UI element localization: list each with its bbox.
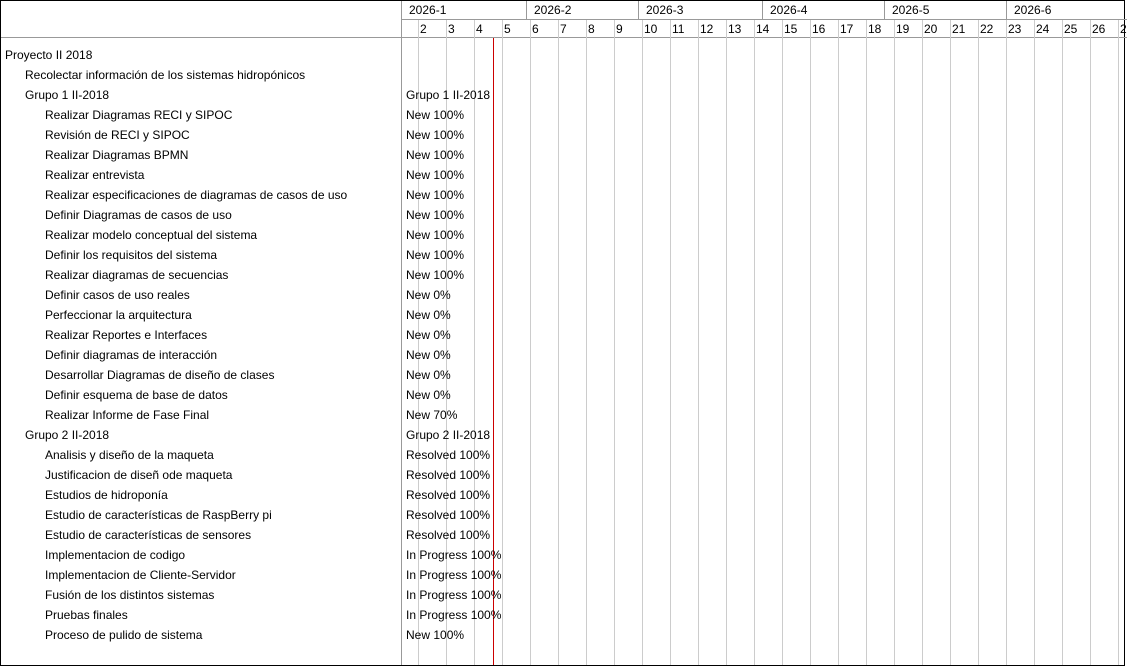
task-row bbox=[1, 545, 1126, 565]
task-row bbox=[1, 505, 1126, 525]
task-name[interactable]: Justificacion de diseñ ode maqueta bbox=[45, 468, 233, 482]
day-label: 6 bbox=[532, 22, 539, 36]
group-label: Grupo 2 II-2018 bbox=[406, 428, 491, 442]
day-label: 13 bbox=[728, 22, 742, 36]
task-name[interactable]: Definir casos de uso reales bbox=[45, 288, 190, 302]
task-row bbox=[1, 625, 1126, 645]
task-status-label: In Progress 100% bbox=[406, 548, 502, 562]
task-name[interactable]: Fusión de los distintos sistemas bbox=[45, 588, 215, 602]
task-name[interactable]: Revisión de RECI y SIPOC bbox=[45, 128, 190, 142]
task-row bbox=[1, 485, 1126, 505]
day-label: 5 bbox=[504, 22, 511, 36]
task-status-label: Resolved 100% bbox=[406, 528, 491, 542]
day-label: 20 bbox=[924, 22, 938, 36]
task-status-label: New 100% bbox=[406, 248, 465, 262]
task-name[interactable]: Realizar Informe de Fase Final bbox=[45, 408, 210, 422]
task-row bbox=[1, 345, 1126, 365]
task-row bbox=[1, 585, 1126, 605]
task-name[interactable]: Definir diagramas de interacción bbox=[45, 348, 218, 362]
task-status-label: New 100% bbox=[406, 148, 465, 162]
day-label: 16 bbox=[812, 22, 826, 36]
day-label: 7 bbox=[560, 22, 567, 36]
task-status-label: New 100% bbox=[406, 128, 465, 142]
task-row bbox=[1, 525, 1126, 545]
task-name[interactable]: Realizar Diagramas BPMN bbox=[45, 148, 189, 162]
task-name[interactable]: Estudio de características de sensores bbox=[45, 528, 252, 542]
month-label: 2026-5 bbox=[884, 1, 1006, 19]
task-status-label: New 100% bbox=[406, 228, 465, 242]
task-name[interactable]: Realizar entrevista bbox=[45, 168, 145, 182]
day-label: 24 bbox=[1036, 22, 1050, 36]
day-label: 11 bbox=[672, 22, 685, 36]
task-name[interactable]: Definir los requisitos del sistema bbox=[45, 248, 218, 262]
task-name[interactable]: Analisis y diseño de la maqueta bbox=[45, 448, 214, 462]
month-label: 2026-2 bbox=[526, 1, 638, 19]
task-name[interactable]: Desarrollar Diagramas de diseño de clases bbox=[45, 368, 275, 382]
task-row bbox=[1, 225, 1126, 245]
group-label: Grupo 1 II-2018 bbox=[406, 88, 491, 102]
day-label: 23 bbox=[1008, 22, 1022, 36]
day-label: 2 bbox=[1120, 22, 1127, 36]
task-row bbox=[1, 205, 1126, 225]
task-name[interactable]: Pruebas finales bbox=[45, 608, 128, 622]
task-status-label: Resolved 100% bbox=[406, 448, 491, 462]
month-label: 2026-3 bbox=[638, 1, 762, 19]
group-row bbox=[1, 425, 1126, 445]
day-header-row bbox=[402, 20, 1127, 38]
task-status-label: New 0% bbox=[406, 308, 451, 322]
task-row bbox=[1, 365, 1126, 385]
task-row bbox=[1, 385, 1126, 405]
task-name[interactable]: Realizar Diagramas RECI y SIPOC bbox=[45, 108, 233, 122]
task-name[interactable]: Estudios de hidroponía bbox=[45, 488, 168, 502]
day-label: 8 bbox=[588, 22, 595, 36]
task-row bbox=[1, 565, 1126, 585]
day-label: 2 bbox=[420, 22, 427, 36]
task-row bbox=[1, 185, 1126, 205]
task-name[interactable]: Implementacion de Cliente-Servidor bbox=[45, 568, 236, 582]
project-name[interactable]: Proyecto II 2018 bbox=[5, 48, 93, 62]
task-status-label: In Progress 100% bbox=[406, 568, 502, 582]
day-label: 19 bbox=[896, 22, 910, 36]
task-status-label: New 100% bbox=[406, 168, 465, 182]
task-status-label: New 100% bbox=[406, 108, 465, 122]
task-status-label: In Progress 100% bbox=[406, 608, 502, 622]
task-row bbox=[1, 605, 1126, 625]
task-row bbox=[1, 245, 1126, 265]
task-name[interactable]: Definir esquema de base de datos bbox=[45, 388, 228, 402]
day-label: 10 bbox=[644, 22, 658, 36]
task-row bbox=[1, 105, 1126, 125]
day-label: 12 bbox=[700, 22, 714, 36]
task-name[interactable]: Estudio de características de RaspBerry pi bbox=[45, 508, 272, 522]
task-status-label: New 0% bbox=[406, 388, 451, 402]
day-label: 21 bbox=[952, 22, 966, 36]
month-label: 2026-6 bbox=[1006, 1, 1127, 19]
task-status-label: New 0% bbox=[406, 348, 451, 362]
task-row bbox=[1, 165, 1126, 185]
task-row bbox=[1, 305, 1126, 325]
subjects-header bbox=[1, 1, 401, 38]
task-row bbox=[1, 145, 1126, 165]
day-label: 4 bbox=[476, 22, 483, 36]
task-row bbox=[1, 265, 1126, 285]
task-status-label: In Progress 100% bbox=[406, 588, 502, 602]
task-row bbox=[1, 405, 1126, 425]
task-status-label: Resolved 100% bbox=[406, 468, 491, 482]
task-row bbox=[1, 445, 1126, 465]
project-row bbox=[1, 45, 1126, 65]
task-status-label: New 100% bbox=[406, 268, 465, 282]
task-name[interactable]: Proceso de pulido de sistema bbox=[45, 628, 203, 642]
task-status-label: Resolved 100% bbox=[406, 488, 491, 502]
month-label: 2026-1 bbox=[409, 3, 447, 17]
task-name[interactable]: Realizar diagramas de secuencias bbox=[45, 268, 229, 282]
task-status-label: New 100% bbox=[406, 188, 465, 202]
group-name[interactable]: Recolectar información de los sistemas hidropónicos bbox=[25, 68, 306, 82]
month-label: 2026-4 bbox=[762, 1, 884, 19]
day-label: 17 bbox=[840, 22, 854, 36]
task-row bbox=[1, 465, 1126, 485]
day-label: 26 bbox=[1092, 22, 1106, 36]
task-status-label: New 0% bbox=[406, 368, 451, 382]
day-label: 15 bbox=[784, 22, 798, 36]
task-status-label: Resolved 100% bbox=[406, 508, 491, 522]
day-label: 9 bbox=[616, 22, 623, 36]
day-label: 18 bbox=[868, 22, 882, 36]
task-name[interactable]: Realizar Reportes e Interfaces bbox=[45, 328, 208, 342]
task-name[interactable]: Implementacion de codigo bbox=[45, 548, 186, 562]
month-header-row bbox=[402, 1, 1127, 20]
task-name[interactable]: Perfeccionar la arquitectura bbox=[45, 308, 192, 322]
task-name[interactable]: Definir Diagramas de casos de uso bbox=[45, 208, 232, 222]
task-name[interactable]: Realizar especificaciones de diagramas de casos de uso bbox=[45, 188, 348, 202]
task-name[interactable]: Realizar modelo conceptual del sistema bbox=[45, 228, 258, 242]
day-label: 3 bbox=[448, 22, 455, 36]
task-row bbox=[1, 125, 1126, 145]
task-status-label: New 0% bbox=[406, 288, 451, 302]
group-name[interactable]: Grupo 2 II-2018 bbox=[25, 428, 110, 442]
task-status-label: New 70% bbox=[406, 408, 458, 422]
task-row bbox=[1, 285, 1126, 305]
day-label: 14 bbox=[756, 22, 770, 36]
group-name[interactable]: Grupo 1 II-2018 bbox=[25, 88, 110, 102]
task-status-label: New 0% bbox=[406, 328, 451, 342]
task-row bbox=[1, 325, 1126, 345]
group-row bbox=[1, 65, 1126, 85]
task-status-label: New 100% bbox=[406, 208, 465, 222]
task-status-label: New 100% bbox=[406, 628, 465, 642]
day-label: 22 bbox=[980, 22, 994, 36]
day-label: 25 bbox=[1064, 22, 1078, 36]
group-row bbox=[1, 85, 1126, 105]
